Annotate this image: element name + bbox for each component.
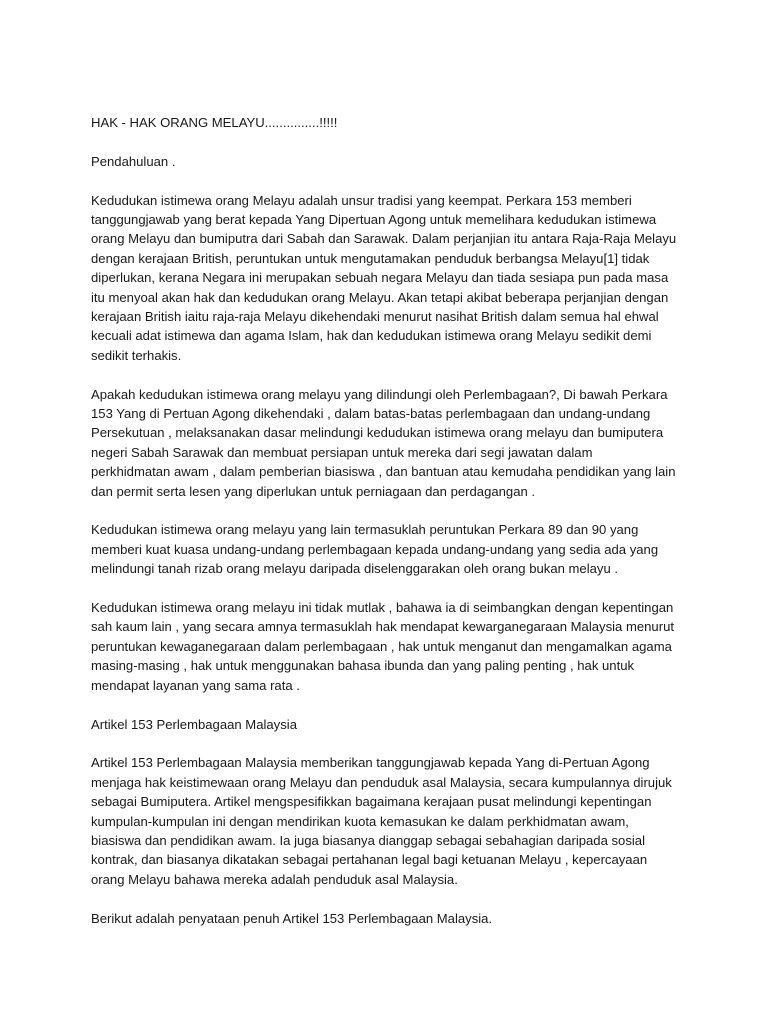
paragraph: Kedudukan istimewa orang Melayu adalah unsur tradisi yang keempat. Perkara 153 memberi tanggungjawab yang berat kepada Yang Dipertuan Agong untuk memelihara kedudukan istimewa orang Melayu dan bumiputra dari Sabah dan Sarawak. Dalam perjanjian itu antara Raja-Raja Melayu dengan kerajaan British, peruntukan untuk mengutamakan penduduk berbangsa Melayu[1] tidak diperlukan, kerana Negara ini merupakan sebuah negara Melayu dan tiada sesiapa pun pada masa itu menyoal akan hak dan kedudukan orang Melayu. Akan tetapi akibat beberapa perjanjian dengan kerajaan British iaitu raja-raja Melayu dikehendaki menurut nasihat British dalam semua hal ehwal kecuali adat istimewa dan agama Islam, hak dan kedudukan istimewa orang Melayu sedikit demi sedikit terhakis. [91,192,677,363]
document-page [91,113,691,947]
paragraph: Kedudukan istimewa orang melayu ini tidak mutlak , bahawa ia di seimbangkan dengan kepentingan sah kaum lain , yang secara amnya termasuklah hak mendapat kewarganegaraan Malaysia menurut peruntukan kewaganegaraan dalam perlembagaan , hak untuk menganut dan mengamalkan agama masing-masing , hak untuk menggunakan bahasa ibunda dan yang paling penting , hak untuk mendapat layanan yang sama rata . [91,600,674,693]
paragraph: Apakah kedudukan istimewa orang melayu yang dilindungi oleh Perlembagaan?, Di bawah Perkara 153 Yang di Pertuan Agong dikehendaki , dalam batas-batas perlembagaan dan undang-undang Persekutuan , melaksanakan dasar melindungi kedudukan istimewa orang melayu dan bumiputera negeri Sabah Sarawak dan membuat persiapan untuk mereka dari segi jawatan dalam perkhidmatan awam , dalam pemberian biasiswa , dan bantuan atau kemudaha pendidikan yang lain dan permit serta lesen yang diperlukan untuk perniagaan dan perdagangan . [91,386,676,499]
document-title: HAK - HAK ORANG MELAYU...............!!!!! [91,115,338,130]
intro-heading: Pendahuluan . [91,153,176,169]
section-heading: Artikel 153 Perlembagaan Malaysia [91,716,297,732]
paragraph: Kedudukan istimewa orang melayu yang lain termasuklah peruntukan Perkara 89 dan 90 yang memberi kuat kuasa undang-undang perlembagaan kepada undang-undang yang sedia ada yang melindungi tanah rizab orang melayu daripada diselenggarakan oleh orang bukan melayu . [91,522,659,577]
paragraph: Artikel 153 Perlembagaan Malaysia memberikan tanggungjawab kepada Yang di-Pertuan Agong menjaga hak keistimewaan orang Melayu dan penduduk asal Malaysia, secara kumpulannya dirujuk sebagai Bumiputera. Artikel mengspesifikkan bagaimana kerajaan pusat melindungi kepentingan kumpulan-kumpulan ini dengan mendirikan kuota kemasukan ke dalam perkhidmatan awam, biasiswa dan pendidikan awam. Ia juga biasanya dianggap sebagai sebahagian daripada sosial kontrak, dan biasanya dikatakan sebagai pertahanan legal bagi ketuanan Melayu , kepercayaan orang Melayu bahawa mereka adalah penduduk asal Malaysia. [91,755,672,887]
paragraph: Berikut adalah penyataan penuh Artikel 153 Perlembagaan Malaysia. [91,910,493,926]
